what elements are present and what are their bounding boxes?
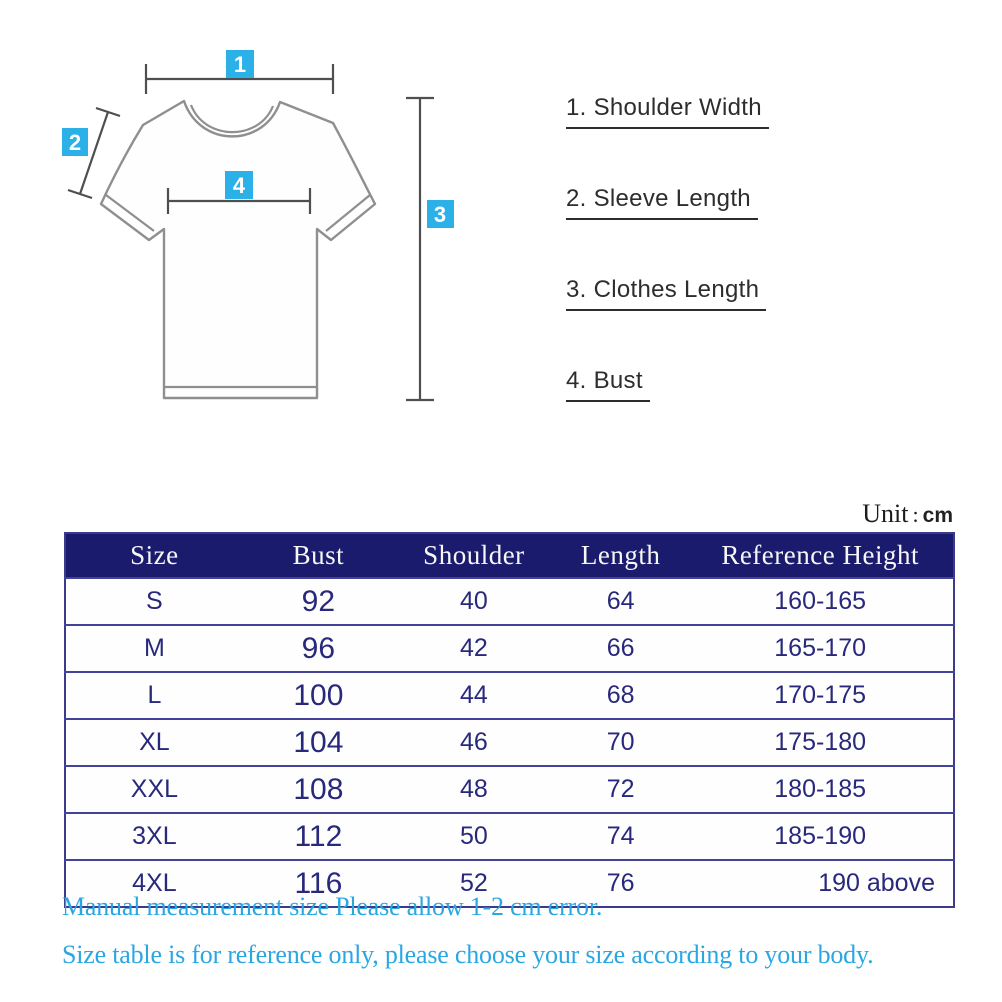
cell-size: S (65, 578, 243, 625)
legend-item-label: 1. Shoulder Width (566, 94, 769, 129)
legend-item-label: 3. Clothes Length (566, 276, 766, 311)
label-number-3: 3 (433, 202, 447, 227)
legend-item-label: 4. Bust (566, 367, 650, 402)
cell-reference-height: 190 above (687, 860, 954, 907)
cell-size: 4XL (65, 860, 243, 907)
cell-bust: 108 (243, 766, 394, 813)
cell-shoulder: 40 (394, 578, 554, 625)
table-row-l (65, 672, 954, 719)
cell-reference-height: 160-165 (687, 578, 954, 625)
tshirt-measurement-diagram (40, 30, 490, 450)
cell-length: 76 (554, 860, 687, 907)
cell-size: XL (65, 719, 243, 766)
cell-bust: 112 (243, 813, 394, 860)
column-header-size: Size (65, 533, 243, 578)
label-number-4: 4 (232, 173, 246, 198)
table-row-m (65, 625, 954, 672)
column-header-bust: Bust (243, 533, 394, 578)
table-row-xxl (65, 766, 954, 813)
cell-length: 72 (554, 766, 687, 813)
cell-shoulder: 44 (394, 672, 554, 719)
cell-size: XXL (65, 766, 243, 813)
cell-reference-height: 180-185 (687, 766, 954, 813)
unit-separator: : (912, 502, 919, 527)
legend-item-clothes-length (566, 276, 769, 311)
cell-bust: 92 (243, 578, 394, 625)
size-table-header-row (65, 533, 954, 578)
cell-shoulder: 46 (394, 719, 554, 766)
cell-length: 74 (554, 813, 687, 860)
tshirt-outline (101, 101, 375, 398)
cell-shoulder: 42 (394, 625, 554, 672)
footnotes (62, 892, 873, 988)
label-number-2: 2 (68, 130, 82, 155)
note-reference-only: Size table is for reference only, please choose your size according to your body. (62, 940, 874, 969)
size-table (64, 532, 955, 908)
cell-length: 66 (554, 625, 687, 672)
legend-item-label: 2. Sleeve Length (566, 185, 758, 220)
column-header-shoulder: Shoulder (394, 533, 554, 578)
cell-bust: 104 (243, 719, 394, 766)
cell-shoulder: 48 (394, 766, 554, 813)
legend-item-shoulder-width (566, 94, 769, 129)
cell-size: 3XL (65, 813, 243, 860)
cell-reference-height: 185-190 (687, 813, 954, 860)
table-row-xl (65, 719, 954, 766)
unit-label (862, 499, 953, 529)
cell-size: L (65, 672, 243, 719)
note-measurement-error: Manual measurement size Please allow 1-2 cm error. (62, 892, 603, 921)
clothes-length-line (406, 98, 434, 400)
cell-reference-height: 170-175 (687, 672, 954, 719)
table-row-3xl (65, 813, 954, 860)
measurement-legend (566, 94, 769, 458)
unit-word: Unit (862, 499, 909, 528)
cell-length: 64 (554, 578, 687, 625)
cell-length: 70 (554, 719, 687, 766)
legend-item-bust (566, 367, 769, 402)
cell-size: M (65, 625, 243, 672)
cell-shoulder: 52 (394, 860, 554, 907)
cell-reference-height: 165-170 (687, 625, 954, 672)
column-header-reference-height: Reference Height (687, 533, 954, 578)
cell-length: 68 (554, 672, 687, 719)
cell-shoulder: 50 (394, 813, 554, 860)
table-row-s (65, 578, 954, 625)
cell-bust: 116 (243, 860, 394, 907)
cell-reference-height: 175-180 (687, 719, 954, 766)
label-number-1: 1 (233, 52, 247, 77)
cell-bust: 100 (243, 672, 394, 719)
unit-value: cm (922, 504, 953, 527)
cell-bust: 96 (243, 625, 394, 672)
column-header-length: Length (554, 533, 687, 578)
legend-item-sleeve-length (566, 185, 769, 220)
